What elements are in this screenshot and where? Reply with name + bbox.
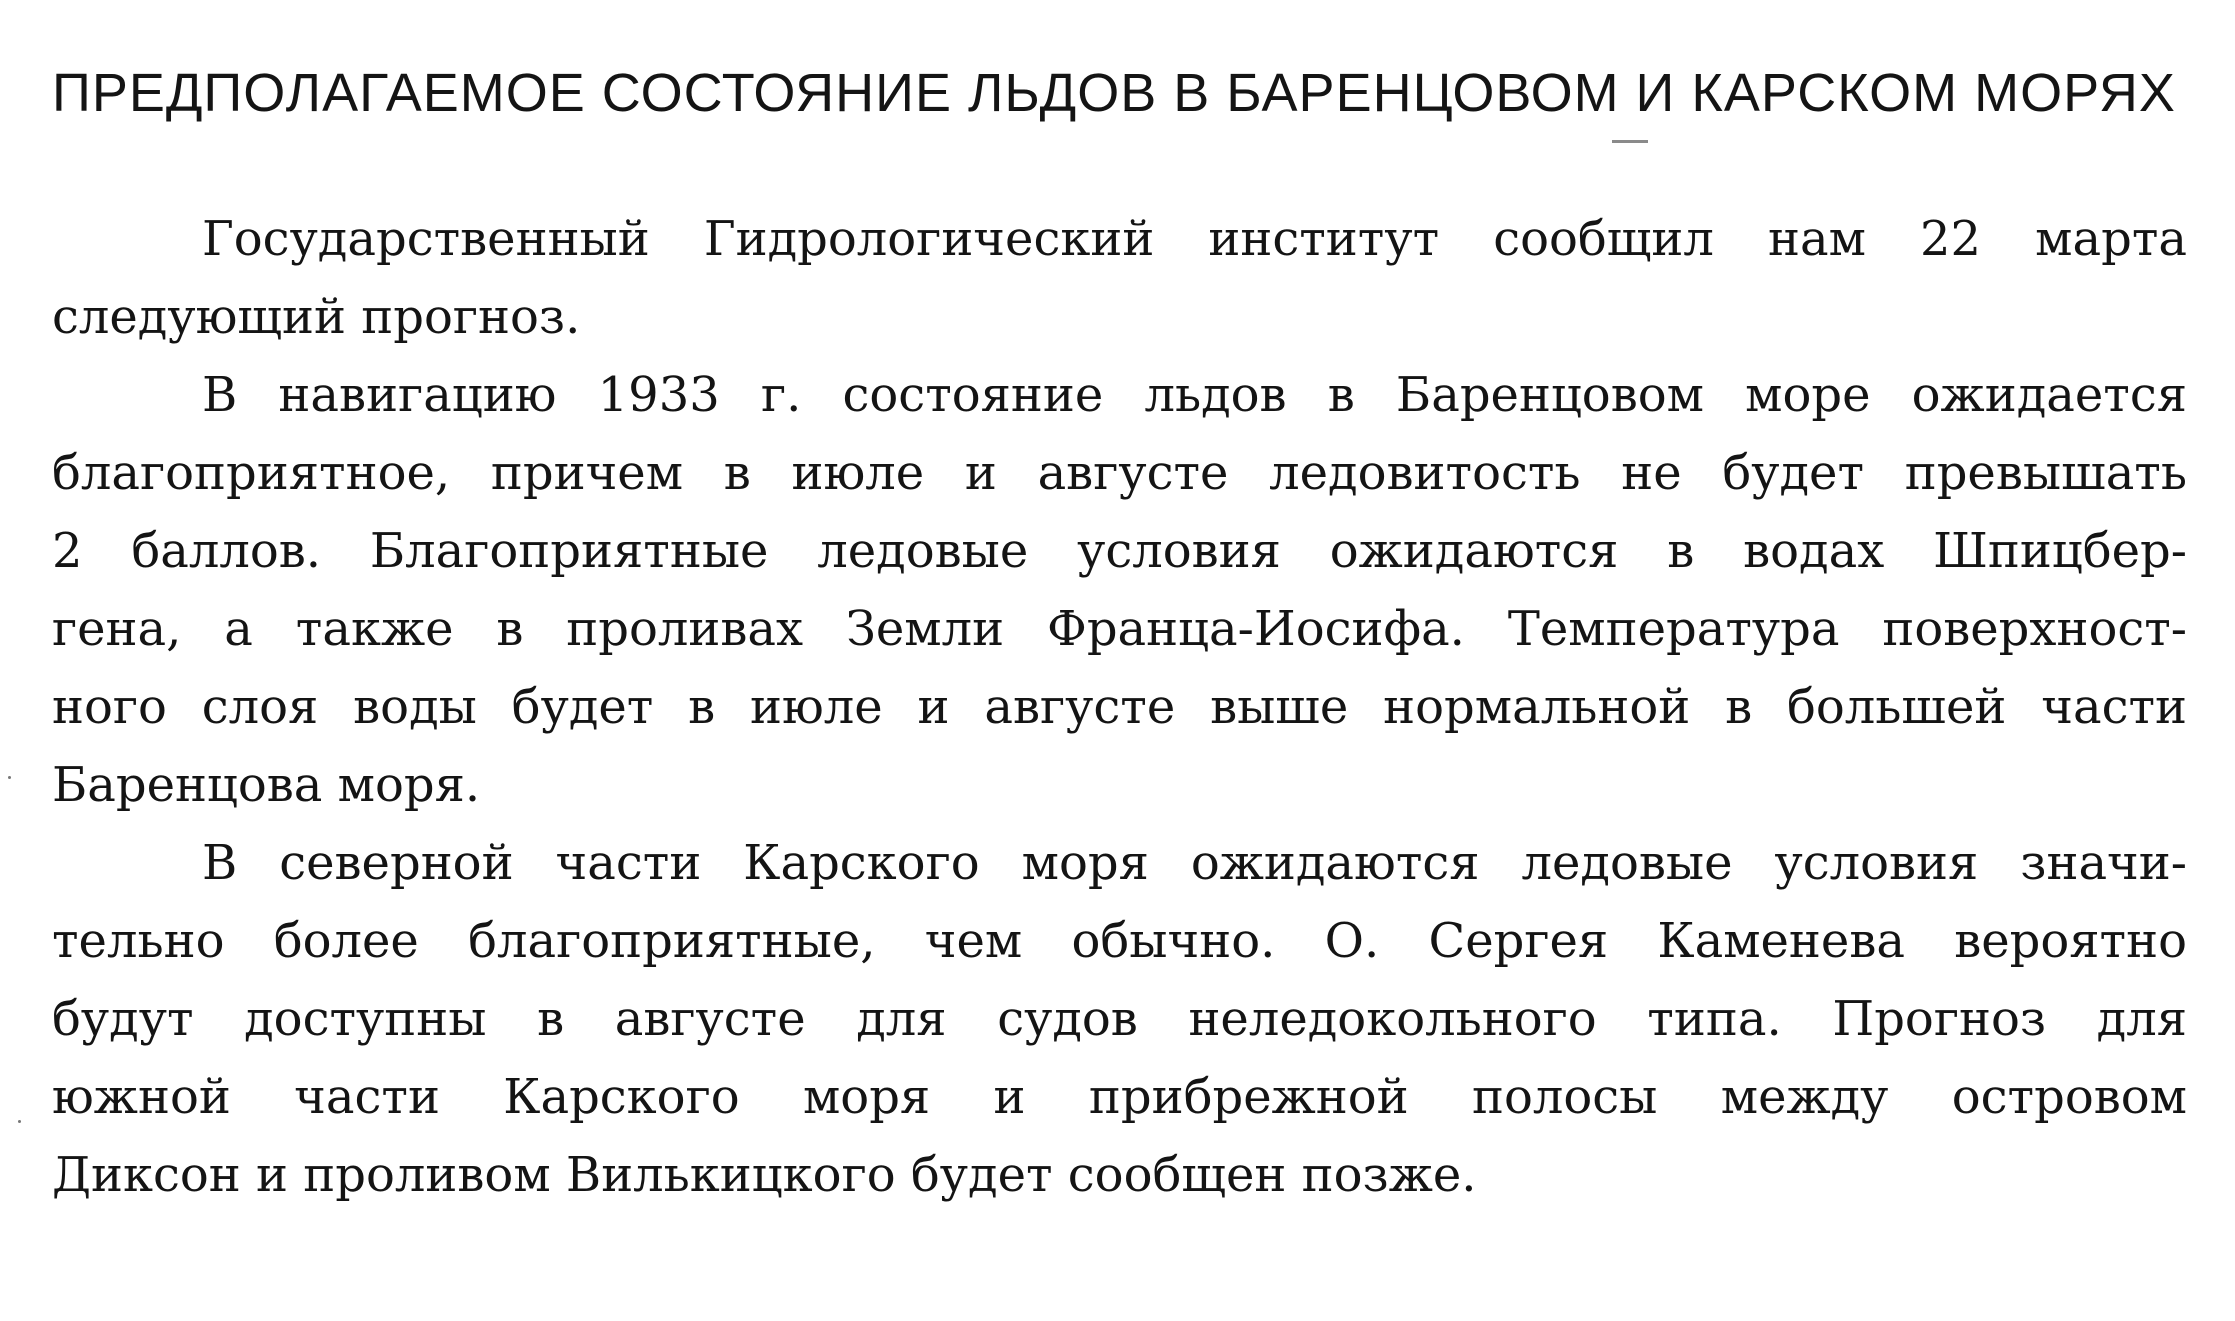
paragraph-3-line-2: тельно более благоприятные, чем обычно. О. Сергея Каменева вероятно: [52, 913, 2187, 969]
paragraph-2-line-3: 2 баллов. Благоприятные ледовые условия ожидаются в водах Шпицбер-: [52, 523, 2187, 579]
paragraph-3-line-5: Диксон и проливом Вилькицкого будет сообщен позже.: [52, 1147, 1477, 1203]
paragraph-2-line-1: В навигацию 1933 г. состояние льдов в Баренцовом море ожидается: [202, 367, 2187, 423]
paragraph-3-line-1: В северной части Карского моря ожидаются ледовые условия значи-: [202, 835, 2187, 891]
paragraph-3-line-3: будут доступны в августе для судов неледокольного типа. Прогноз для: [52, 991, 2187, 1047]
paragraph-1-line-2: следующий прогноз.: [52, 289, 581, 345]
paragraph-2-line-4: гена, а также в проливах Земли Франца-Иосифа. Температура поверхност-: [52, 601, 2187, 657]
paragraph-2-line-5: ного слоя воды будет в июле и августе выше нормальной в большей части: [52, 679, 2187, 735]
paragraph-3-line-4: южной части Карского моря и прибрежной полосы между островом: [52, 1069, 2187, 1125]
scan-speck: [8, 776, 11, 779]
paragraph-2-line-6: Баренцова моря.: [52, 757, 481, 813]
paragraph-2-line-2: благоприятное, причем в июле и августе ледовитость не будет превышать: [52, 445, 2187, 501]
scan-speck: [18, 1120, 21, 1123]
paragraph-1-line-1: Государственный Гидрологический институт сообщил нам 22 марта: [202, 211, 2187, 267]
document-body: [52, 200, 2187, 1214]
document-heading: ПРЕДПОЛАГАЕМОЕ СОСТОЯНИЕ ЛЬДОВ В БАРЕНЦОВОМ И КАРСКОМ МОРЯХ: [52, 63, 2176, 123]
heading-underline-mark: [1612, 140, 1648, 143]
